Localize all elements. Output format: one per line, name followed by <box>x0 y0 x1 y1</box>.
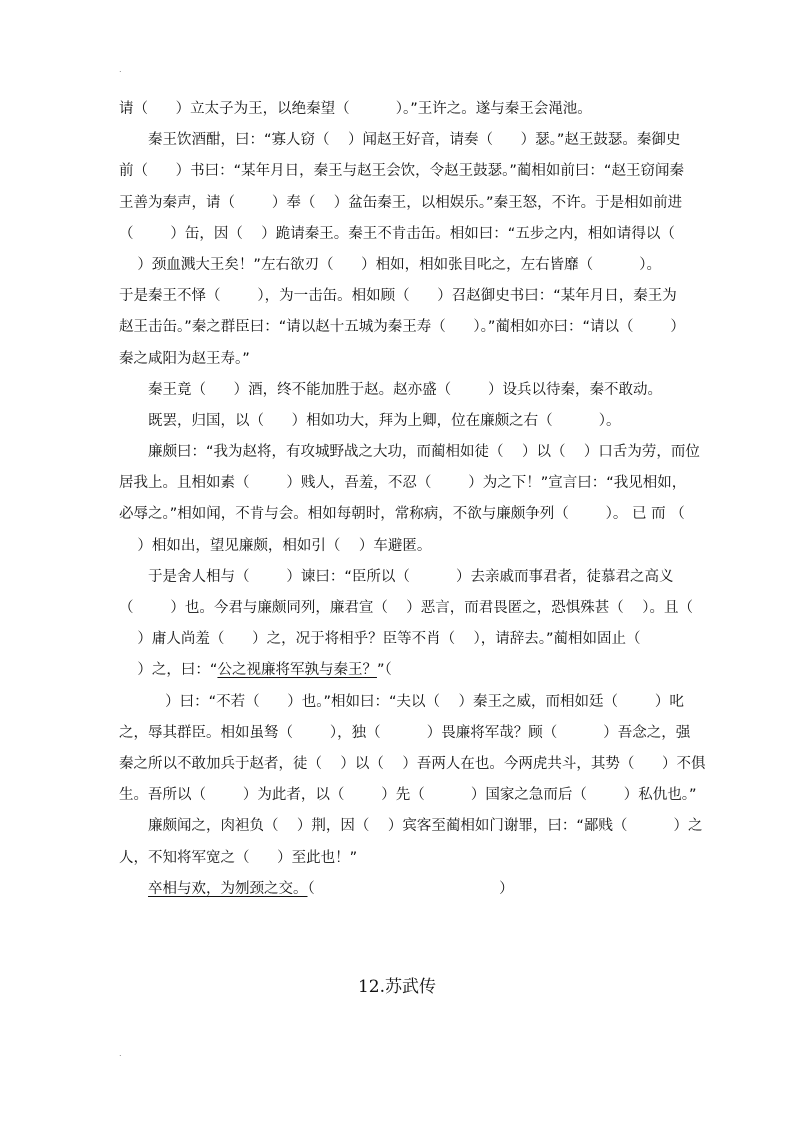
line-text: 之，辱其群臣。相如虽驽（ ），独（ ）畏廉将军哉？顾（ ）吾念之，强 <box>119 724 691 741</box>
line-text: 前（ ）书曰：“某年月日，秦王与赵王会饮，令赵王鼓瑟。”蔺相如前曰：“赵王窃闻秦 <box>119 163 684 180</box>
text-line <box>119 125 679 156</box>
line-text: （ ）缶，因（ ）跪请秦王。秦王不肯击缶。相如曰：“五步之内，相如请得以（ <box>119 225 675 242</box>
answer-blank[interactable]: ”（ <box>376 662 392 679</box>
text-line <box>119 562 679 593</box>
text-line <box>119 281 679 312</box>
line-text: 秦王饮酒酣，曰：“寡人窃（ ）闻赵王好音，请奏（ ）瑟。”赵王鼓瑟。秦御史 <box>148 132 681 149</box>
text-line <box>119 749 706 780</box>
text-line <box>119 499 685 530</box>
line-text: ）曰：“不若（ ）也。”相如曰：“夫以（ ）秦王之威，而相如廷（ ）叱 <box>119 693 684 710</box>
text-line <box>119 718 691 749</box>
line-text: 居我上。且相如素（ ）贱人，吾羞，不忍（ ）为之下！”宣言曰：“我见相如， <box>119 475 687 492</box>
line-text: 生。吾所以（ ）为此者，以（ ）先（ ）国家之急而后（ ）私仇也。” <box>119 787 697 804</box>
line-text: ）庸人尚羞（ ）之，况于将相乎？臣等不肖（ ），请辞去。”蔺相如固止（ <box>119 631 641 648</box>
page-marker-top: . <box>119 65 122 74</box>
text-line <box>119 780 697 811</box>
line-text: 廉颇闻之，肉袒负（ ）荆，因（ ）宾客至蔺相如门谢罪，曰：“鄙贱（ ）之 <box>148 818 703 835</box>
line-text: 于是秦王不怿（ ），为一击缶。相如顾（ ）召赵御史书曰：“某年月日，秦王为 <box>119 288 677 305</box>
line-text: 秦之所以不敢加兵于赵者，徒（ ）以（ ）吾两人在也。今两虎共斗，其势（ ）不俱 <box>119 755 706 772</box>
text-line <box>119 624 679 655</box>
line-text: ）之，曰：“ <box>119 662 218 679</box>
underlined-sentence: 公之视廉将军孰与秦王？ <box>217 662 377 679</box>
line-text: ）颈血溅大王矣！”左右欲刃（ ）相如，相如张目叱之，左右皆靡（ ）。 <box>119 256 661 273</box>
line-text: 秦王竟（ ）酒，终不能加胜于赵。赵亦盛（ ）设兵以待秦，秦不敢动。 <box>148 381 663 398</box>
line-text: 既罢，归国，以（ ）相如功大，拜为上卿，位在廉颇之右（ ）。 <box>148 412 621 429</box>
line-text: 请（ ）立太子为王，以绝秦望（ ）。”王许之。遂与秦王会渑池。 <box>119 101 592 117</box>
text-line <box>119 344 679 375</box>
text-line <box>119 406 679 437</box>
text-line <box>119 531 679 562</box>
text-line <box>119 843 679 874</box>
line-text: 人，不知将军宽之（ ）至此也！” <box>119 849 358 866</box>
text-line <box>119 219 679 250</box>
answer-blank[interactable]: （ ） <box>307 880 514 897</box>
text-line <box>119 188 683 219</box>
line-text: （ ）也。今君与廉颇同列，廉君宣（ ）恶言，而君畏匿之，恐惧殊甚（ ）。且（ <box>119 600 693 616</box>
line-text: 于是舍人相与（ ）谏曰：“臣所以（ ）去亲戚而事君者，徒慕君之高义 <box>148 568 674 585</box>
text-line <box>119 375 679 406</box>
line-text: 王善为秦声，请（ ）奉（ ）盆缶秦王，以相娱乐。”秦王怒，不许。于是相如前进 <box>119 194 683 211</box>
text-line <box>119 437 700 468</box>
line-text: 必辱之。”相如闻，不肯与会。相如每朝时，常称病，不欲与廉颇争列（ ）。 已 而 （ <box>119 506 685 523</box>
text-line <box>119 687 684 718</box>
line-text: ）相如出，望见廉颇，相如引（ ）车避匿。 <box>119 537 432 554</box>
text-line <box>119 250 679 281</box>
text-line <box>119 156 684 187</box>
section-title: 12.苏武传 <box>357 977 437 997</box>
text-line <box>119 811 703 842</box>
line-text: 赵王击缶。”秦之群臣曰：“请以赵十五城为秦王寿（ ）。”蔺相如亦曰：“请以（ ） <box>119 319 685 336</box>
underlined-sentence: 卒相与欢，为刎颈之交。 <box>148 880 308 897</box>
text-line <box>119 312 685 343</box>
page-marker-bottom: . <box>119 1049 122 1058</box>
line-text: 秦之咸阳为赵王寿。” <box>119 350 250 367</box>
text-line <box>119 874 679 905</box>
text-line <box>119 94 679 125</box>
line-text: 廉颇曰：“我为赵将，有攻城野战之大功，而蔺相如徒（ ）以（ ）口舌为劳，而位 <box>148 444 700 461</box>
text-line <box>119 468 687 499</box>
text-line <box>119 593 693 624</box>
text-line <box>119 655 679 686</box>
document-body <box>119 94 706 905</box>
